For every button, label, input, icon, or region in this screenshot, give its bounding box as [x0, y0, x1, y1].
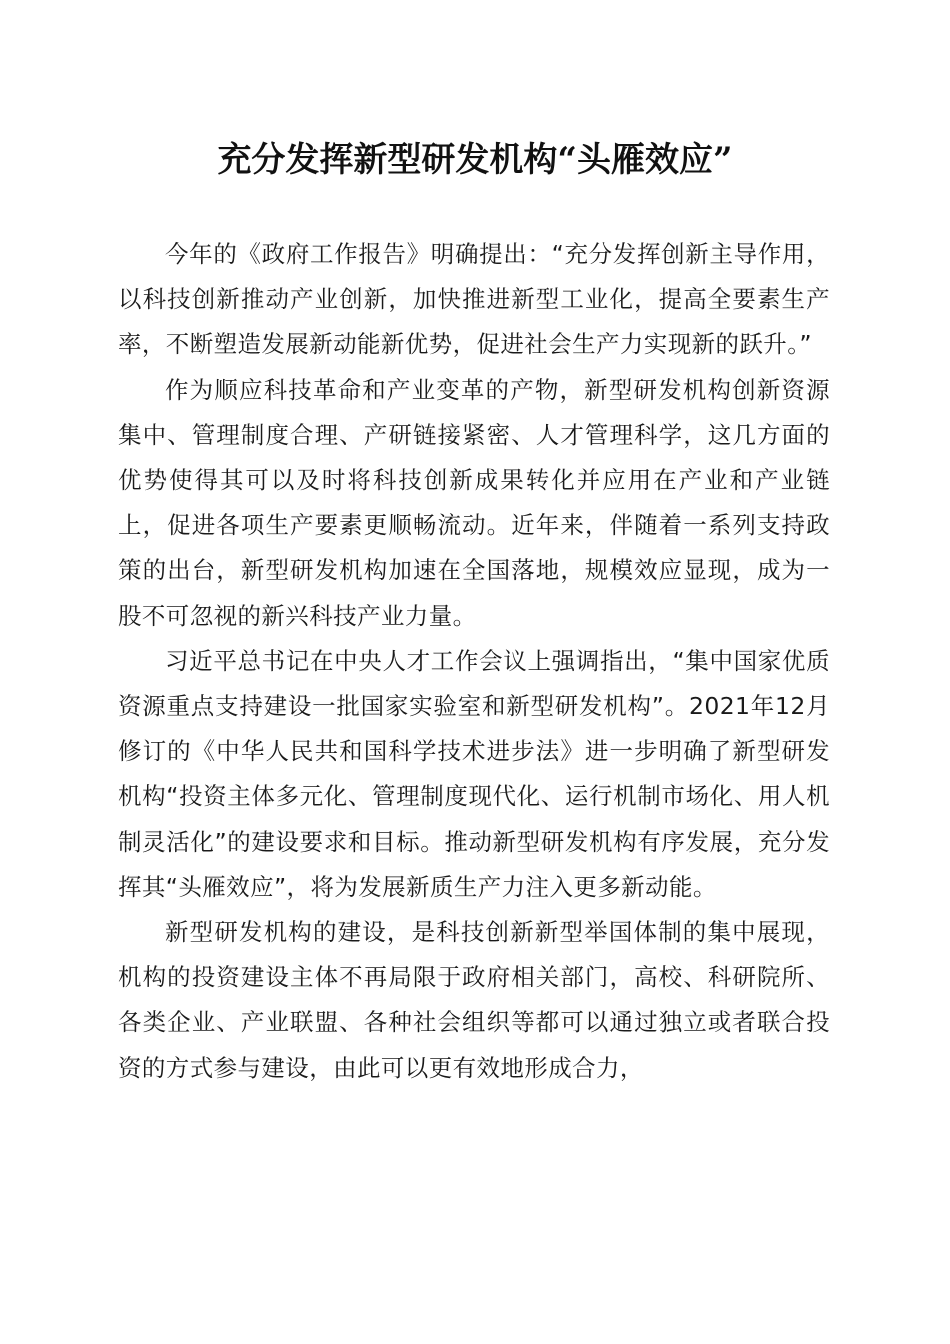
paragraph: 作为顺应科技革命和产业变革的产物，新型研发机构创新资源集中、管理制度合理、产研链接紧密、人才管理科学，这几方面的优势使得其可以及时将科技创新成果转化并应用在产业和产业链上，促进各项生产要素更顺畅流动。近年来，伴随着一系列支持政策的出台，新型研发机构加速在全国落地，规模效应显现，成为一股不可忽视的新兴科技产业力量。 [118, 375, 830, 630]
paragraph: 新型研发机构的建设，是科技创新新型举国体制的集中展现，机构的投资建设主体不再局限于政府相关部门，高校、科研院所、各类企业、产业联盟、各种社会组织等都可以通过独立或者联合投资的方式参与建设，由此可以更有效地形成合力， [118, 918, 830, 1082]
paragraph: 今年的《政府工作报告》明确提出：“充分发挥创新主导作用，以科技创新推动产业创新，加快推进新型工业化，提高全要素生产率，不断塑造发展新动能新优势，促进社会生产力实现新的跃升。” [118, 240, 830, 359]
document-title: 充分发挥新型研发机构“头雁效应” [217, 140, 733, 180]
paragraph: 习近平总书记在中央人才工作会议上强调指出，“集中国家优质资源重点支持建设一批国家实验室和新型研发机构”。2021年12月修订的《中华人民共和国科学技术进步法》进一步明确了新型研发机构“投资主体多元化、管理制度现代化、运行机制市场化、用人机制灵活化”的建设要求和目标。推动新型研发机构有序发展，充分发挥其“头雁效应”，将为发展新质生产力注入更多新动能。 [118, 646, 830, 901]
document-body [118, 232, 830, 1091]
